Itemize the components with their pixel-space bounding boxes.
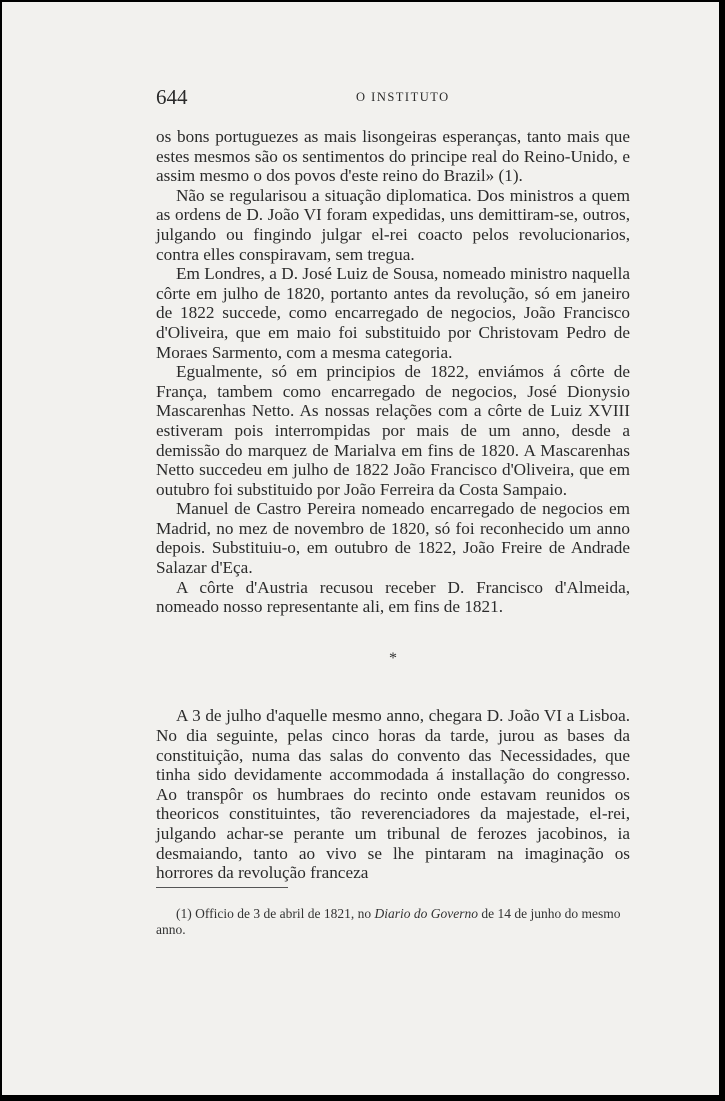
paragraph: Em Londres, a D. José Luiz de Sousa, nomeado ministro naquella côrte em julho de 1820, portanto antes da revolução, só em janeiro de 1822 succede, como encarregado de negocios, João Francisco d'Oliveira, que em maio foi substituido por Christovam Pedro de Moraes Sarmento, com a mesma categoria.: [156, 264, 630, 362]
footnote-text-before: Officio de 3 de abril de 1821, no: [195, 906, 372, 921]
footnote-marker: (1): [176, 906, 192, 921]
footnote-rule: [156, 887, 288, 888]
paragraph: A 3 de julho d'aquelle mesmo anno, chegara D. João VI a Lisboa. No dia seguinte, pelas cinco horas da tarde, jurou as bases da constituição, numa das salas do convento das Necessidades, que tinha sido devidamente accommodada á installação do congresso. Ao transpôr os humbraes do recinto onde estavam reunidos os theoricos constituintes, tão reverenciadores da majestade, el-rei, julgando achar-se perante um tribunal de ferozes jacobinos, ia desmaiando, tanto ao vivo se lhe pintaram na imaginação os horrores da revolução franceza: [156, 706, 630, 883]
paragraph: A côrte d'Austria recusou receber D. Francisco d'Almeida, nomeado nosso representante ali, em fins de 1821.: [156, 577, 630, 617]
page-number: 644: [156, 85, 188, 109]
body-text: [156, 127, 630, 883]
running-title: O INSTITUTO: [356, 90, 450, 104]
section-break-asterisk: *: [389, 649, 397, 667]
footnote-text-after: de 14 de junho do mesmo anno.: [156, 906, 621, 937]
paragraph: Não se regularisou a situação diplomatica. Dos ministros a quem as ordens de D. João VI foram expedidas, uns demittiram-se, outros, julgando ou fingindo julgar el-rei coacto pelos revolucionarios, contra elles conspiravam, sem tregua.: [156, 185, 630, 264]
paragraph: Manuel de Castro Pereira nomeado encarregado de negocios em Madrid, no mez de novembro de 1820, só foi reconhecido um anno depois. Substituiu-o, em outubro de 1822, João Freire de Andrade Salazar d'Eça.: [156, 499, 630, 578]
footnote: [156, 906, 630, 938]
footnote-publication: Diario do Governo: [374, 906, 478, 921]
book-page: [2, 2, 719, 1095]
paragraph: os bons portuguezes as mais lisongeiras esperanças, tanto mais que estes mesmos são os sentimentos do principe real do Reino-Unido, e assim mesmo o dos povos d'este reino do Brazil» (1).: [156, 127, 630, 186]
paragraph: Egualmente, só em principios de 1822, enviámos á côrte de França, tambem como encarregado de negocios, José Dionysio Mascarenhas Netto. As nossas relações com a côrte de Luiz XVIII estiveram pois interrompidas por mais de um anno, desde a demissão do marquez de Marialva em fins de 1820. A Mascarenhas Netto succedeu em julho de 1822 João Francisco d'Oliveira, que em outubro foi substituido por João Ferreira da Costa Sampaio.: [156, 362, 630, 499]
page-header: [156, 85, 630, 115]
